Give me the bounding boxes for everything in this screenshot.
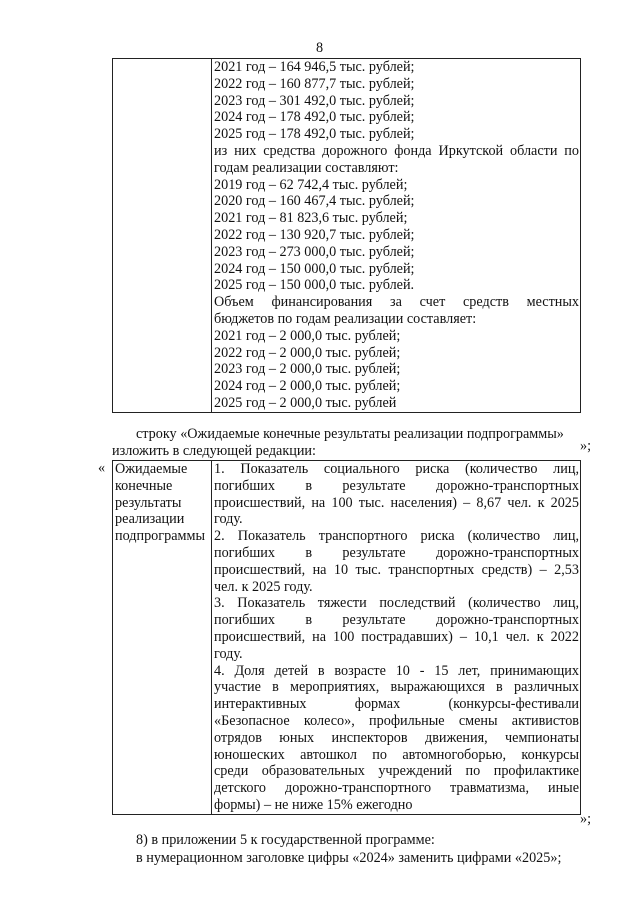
road-fund-line: 2020 год – 160 467,4 тыс. рублей; bbox=[214, 193, 415, 210]
results-label-line: Ожидаемые bbox=[115, 461, 188, 477]
road-fund-intro: годам реализации составляют: bbox=[214, 159, 399, 176]
result-item-3-line: году. bbox=[214, 645, 243, 662]
local-budget-intro: Объем финансирования за счет средств местных bbox=[214, 294, 579, 311]
results-table bbox=[112, 460, 581, 815]
road-fund-line: 2022 год – 130 920,7 тыс. рублей; bbox=[214, 226, 415, 243]
results-open-quote: « bbox=[98, 460, 106, 476]
local-budget-intro: бюджетов по годам реализации составляет: bbox=[214, 310, 477, 327]
result-item-1-line: погибших в результате дорожно-транспортных bbox=[214, 477, 579, 494]
road-fund-line: 2019 год – 62 742,4 тыс. рублей; bbox=[214, 176, 408, 193]
results-label-line: подпрограммы bbox=[115, 528, 205, 545]
instruction-text-line-2: изложить в следующей редакции: bbox=[112, 443, 316, 459]
result-item-4-line: юношеских автошкол по автомногоборью, конкурсы bbox=[214, 746, 579, 763]
local-budget-line: 2023 год – 2 000,0 тыс. рублей; bbox=[214, 361, 401, 378]
local-budget-line: 2024 год – 2 000,0 тыс. рублей; bbox=[214, 378, 401, 395]
footer-line-1: 8) в приложении 5 к государственной программе: bbox=[136, 832, 435, 848]
result-item-2-line: погибших в результате дорожно-транспортных bbox=[214, 544, 579, 561]
result-item-3-line: погибших в результате дорожно-транспортных bbox=[214, 612, 579, 629]
local-budget-line: 2021 год – 2 000,0 тыс. рублей; bbox=[214, 327, 401, 344]
local-budget-line: 2025 год – 2 000,0 тыс. рублей bbox=[214, 394, 397, 411]
result-item-4-line: 4. Доля детей в возрасте 10 - 15 лет, принимающих bbox=[214, 662, 579, 679]
result-item-4-line: «Безопасное колесо», профильные смены активистов bbox=[214, 712, 579, 729]
result-item-2-line: чел. к 2025 году. bbox=[214, 578, 313, 595]
financing-line: 2025 год – 178 492,0 тыс. рублей; bbox=[214, 126, 415, 143]
financing-table-content-cell bbox=[212, 59, 580, 412]
financing-line: 2024 год – 178 492,0 тыс. рублей; bbox=[214, 109, 415, 126]
financing-line: 2022 год – 160 877,7 тыс. рублей; bbox=[214, 75, 415, 92]
results-label-line: результаты bbox=[115, 494, 182, 511]
footer-line-2: в нумерационном заголовке цифры «2024» заменить цифрами «2025»; bbox=[136, 850, 562, 866]
result-item-4-line: интерактивных формах (конкурсы-фестивали bbox=[214, 696, 579, 713]
result-item-1-line: происшествий, на 100 тыс. населения) – 8,67 чел. к 2025 bbox=[214, 494, 579, 511]
result-item-3-line: происшествий, на 100 пострадавших) – 10,1 чел. к 2022 bbox=[214, 628, 579, 645]
result-item-4-line: детского дорожно-транспортного травматизма, иные bbox=[214, 780, 579, 797]
result-item-1-line: 1. Показатель социального риска (количество лиц, bbox=[214, 461, 579, 477]
road-fund-intro: из них средства дорожного фонда Иркутской области по bbox=[214, 142, 579, 159]
financing-line: 2021 год – 164 946,5 тыс. рублей; bbox=[214, 59, 415, 75]
financing-close-quote: »; bbox=[580, 438, 592, 454]
result-item-4-line: отрядов юных инспекторов движения, чемпионаты bbox=[214, 729, 579, 746]
result-item-4-line: среди образовательных учреждений по профилактике bbox=[214, 763, 579, 780]
financing-table bbox=[112, 58, 581, 413]
results-content-cell bbox=[212, 461, 580, 814]
result-item-2-line: 2. Показатель транспортного риска (количество лиц, bbox=[214, 528, 579, 545]
results-label-line: конечные bbox=[115, 477, 173, 494]
result-item-2-line: происшествий, на 10 тыс. транспортных средств) – 2,53 bbox=[214, 561, 579, 578]
results-label-cell bbox=[113, 461, 212, 814]
result-item-4-line: участие в мероприятиях, выражающихся в различных bbox=[214, 679, 579, 696]
instruction-text-line-1: строку «Ожидаемые конечные результаты реализации подпрограммы» bbox=[136, 426, 564, 442]
road-fund-line: 2021 год – 81 823,6 тыс. рублей; bbox=[214, 210, 408, 227]
financing-line: 2023 год – 301 492,0 тыс. рублей; bbox=[214, 92, 415, 109]
page-number: 8 bbox=[315, 40, 324, 56]
road-fund-line: 2024 год – 150 000,0 тыс. рублей; bbox=[214, 260, 415, 277]
financing-table-label-cell bbox=[113, 59, 212, 412]
road-fund-line: 2023 год – 273 000,0 тыс. рублей; bbox=[214, 243, 415, 260]
result-item-4-line: формы) – не ниже 15% ежегодно bbox=[214, 796, 413, 813]
road-fund-line: 2025 год – 150 000,0 тыс. рублей. bbox=[214, 277, 415, 294]
local-budget-line: 2022 год – 2 000,0 тыс. рублей; bbox=[214, 344, 401, 361]
results-close-quote: »; bbox=[580, 811, 592, 827]
result-item-1-line: году. bbox=[214, 511, 243, 528]
results-label-line: реализации bbox=[115, 511, 185, 528]
result-item-3-line: 3. Показатель тяжести последствий (количество лиц, bbox=[214, 595, 579, 612]
